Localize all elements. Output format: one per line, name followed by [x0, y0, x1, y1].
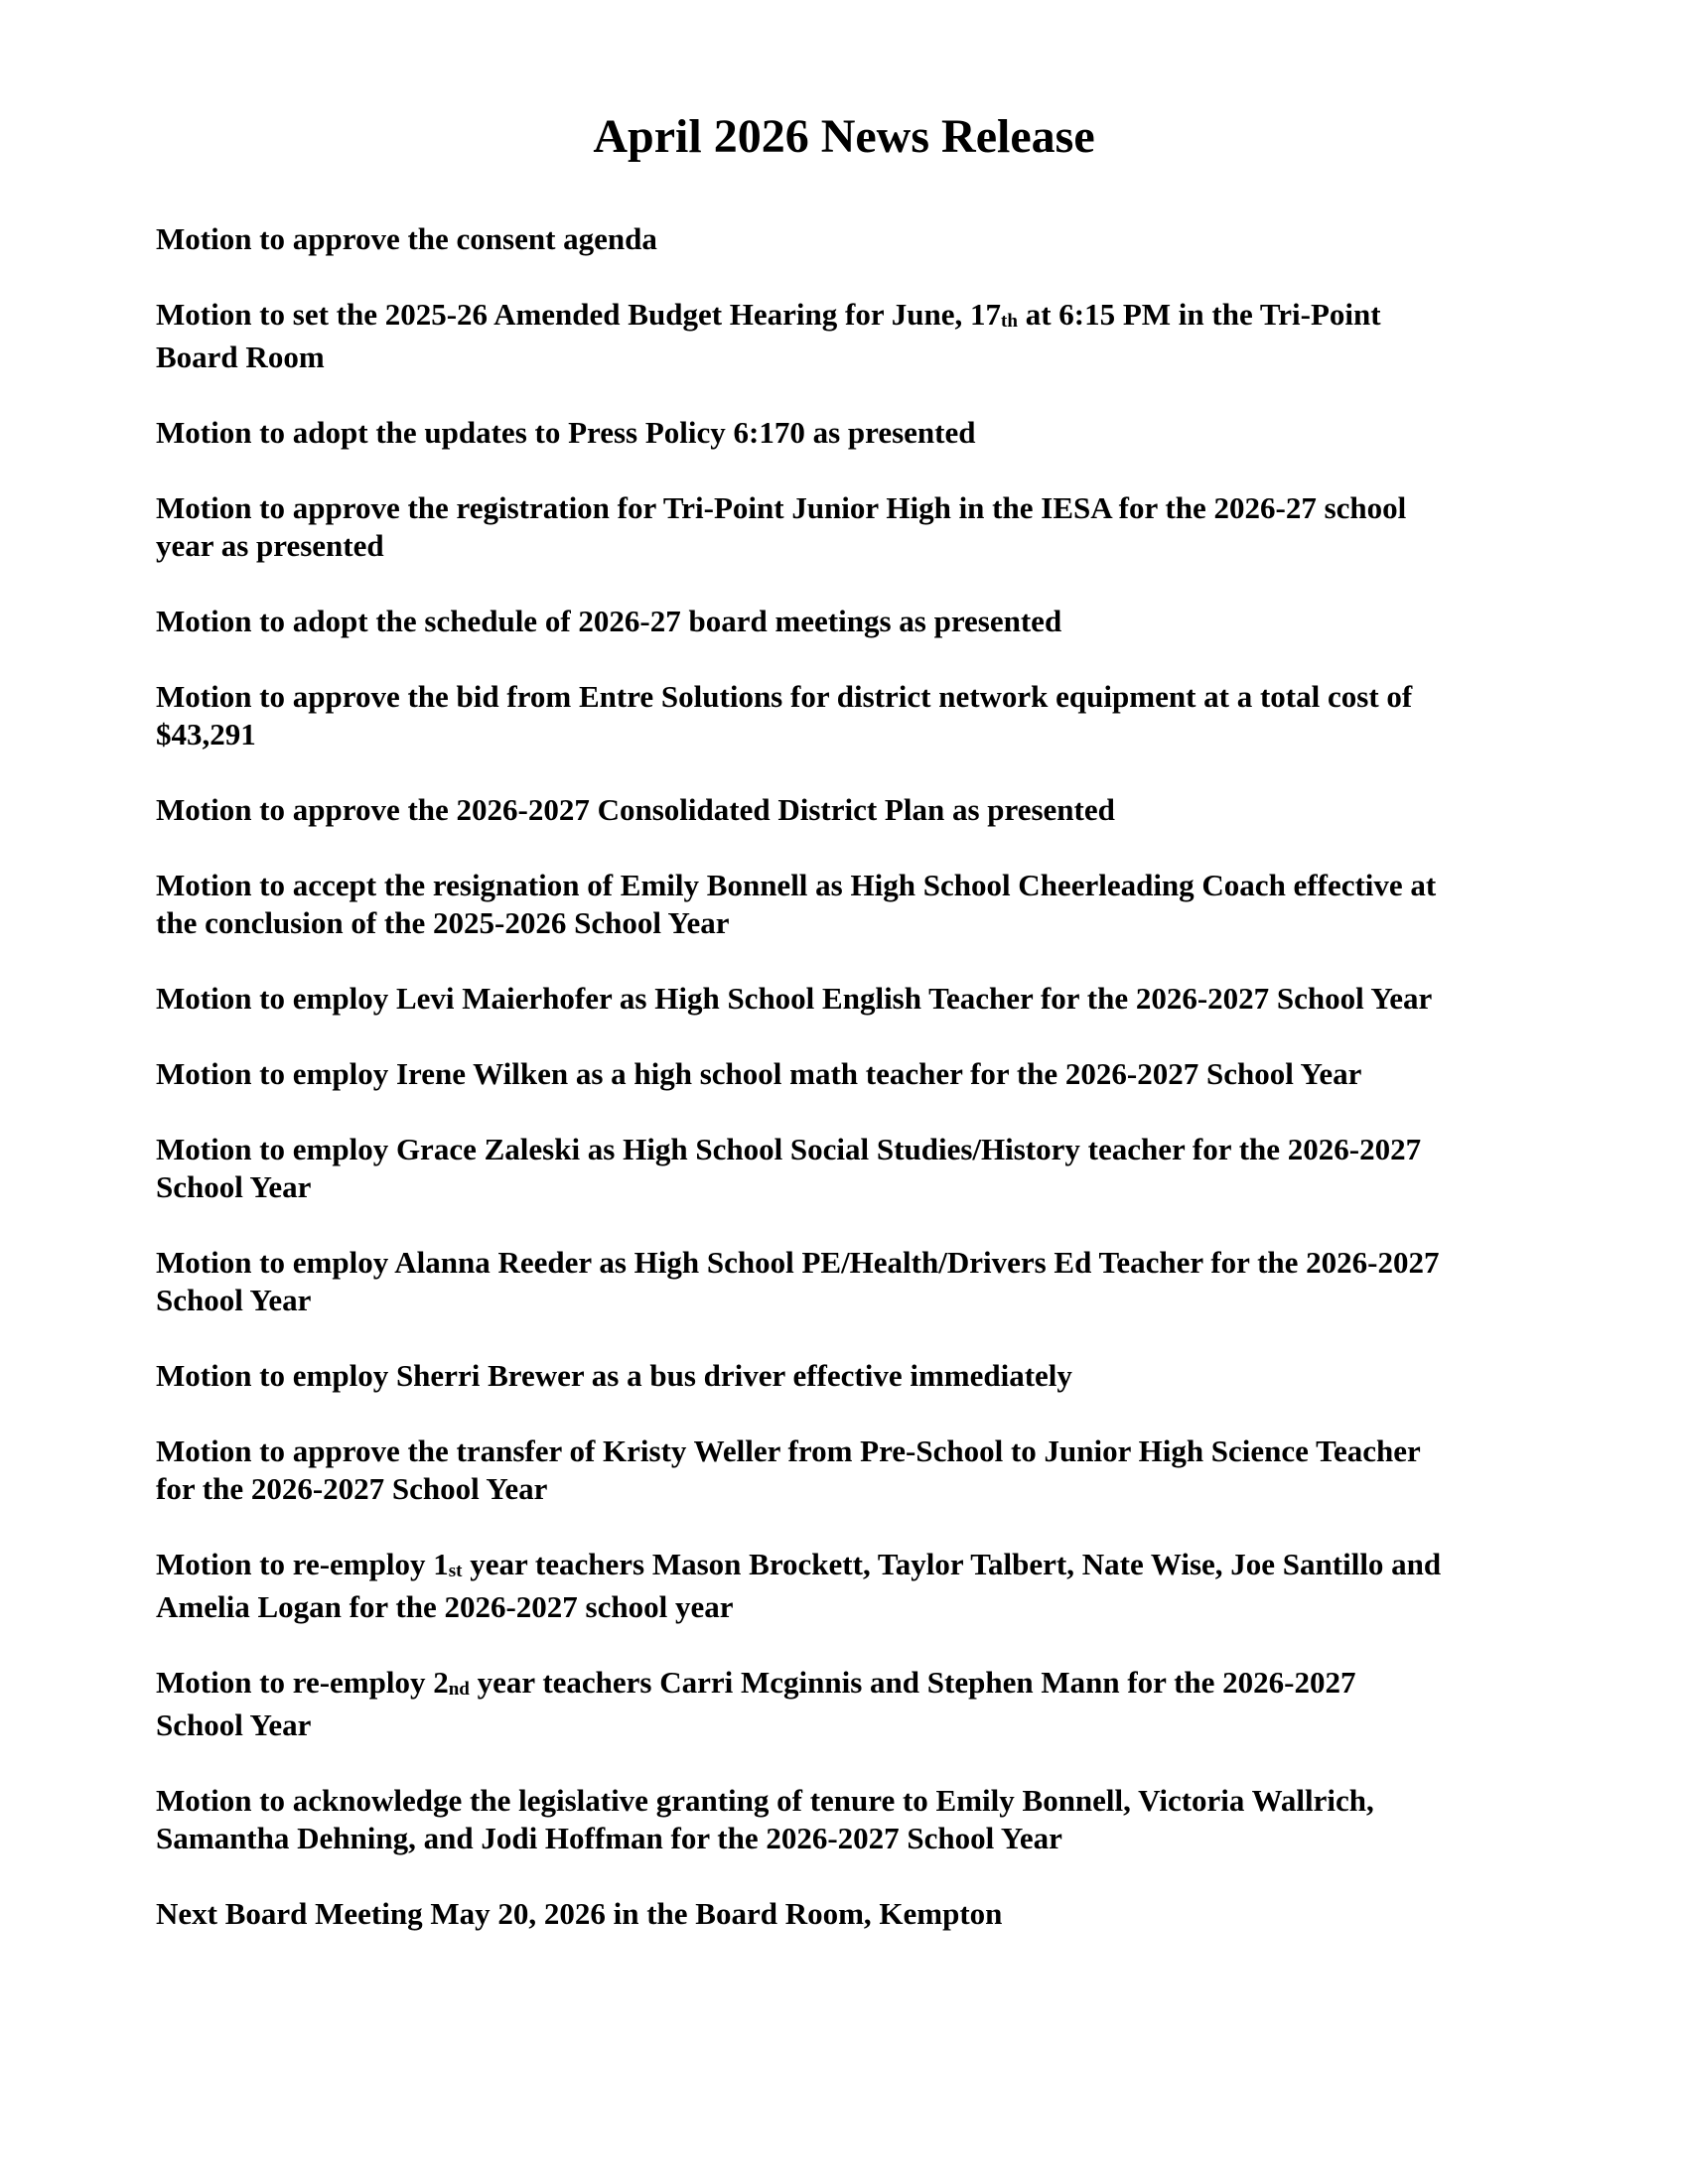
ordinal-suffix: th — [1001, 311, 1018, 332]
motion-text: Motion to employ Levi Maierhofer as High School English Teacher for the 2026-2027 School Year — [156, 981, 1433, 1016]
motion-item — [156, 220, 1447, 258]
motion-text: Motion to employ Sherri Brewer as a bus driver effective immediately — [156, 1358, 1072, 1393]
motion-item — [156, 603, 1447, 640]
motion-text: Motion to approve the bid from Entre Solutions for district network equipment at a total cost of $43,291 — [156, 679, 1413, 751]
motion-item — [156, 1433, 1447, 1508]
document-title: April 2026 News Release — [593, 110, 1095, 163]
ordinal-suffix: nd — [448, 1679, 470, 1700]
motion-item — [156, 1244, 1447, 1319]
motion-text: Motion to adopt the updates to Press Policy 6:170 as presented — [156, 415, 976, 450]
motion-item — [156, 1131, 1447, 1206]
motion-list — [156, 220, 1447, 1933]
motion-item — [156, 1357, 1447, 1395]
motion-text: Motion to approve the registration for Tri-Point Junior High in the IESA for the 2026-27 school year as presented — [156, 490, 1407, 563]
motion-text: Motion to acknowledge the legislative granting of tenure to Emily Bonnell, Victoria Wallrich, Samantha Dehning, and Jodi Hoffman for the 2026-2027 School Year — [156, 1783, 1374, 1855]
motion-item — [156, 296, 1447, 376]
motion-text: Motion to set the 2025-26 Amended Budget Hearing for June, 17 — [156, 297, 1002, 332]
motion-item — [156, 791, 1447, 829]
motion-item — [156, 1895, 1447, 1933]
motion-text: Motion to approve the transfer of Kristy Weller from Pre-School to Junior High Science Teacher for the 2026-2027 School Year — [156, 1433, 1421, 1506]
motion-item — [156, 1664, 1447, 1744]
motion-item — [156, 867, 1447, 942]
motion-item — [156, 980, 1447, 1018]
motion-item — [156, 414, 1447, 452]
motion-text: Motion to employ Irene Wilken as a high school math teacher for the 2026-2027 School Year — [156, 1056, 1362, 1091]
motion-text: Motion to re-employ 2 — [156, 1665, 449, 1700]
motion-item — [156, 1055, 1447, 1093]
motion-text: Motion to adopt the schedule of 2026-27 board meetings as presented — [156, 604, 1062, 638]
motion-item — [156, 678, 1447, 753]
motion-item — [156, 489, 1447, 565]
motion-text: Motion to employ Alanna Reeder as High School PE/Health/Drivers Ed Teacher for the 2026-2027 School Year — [156, 1245, 1440, 1317]
motion-text: Motion to approve the consent agenda — [156, 221, 657, 256]
motion-text: at 6:15 PM in the Tri-Point Board Room — [156, 297, 1381, 374]
motion-text: year teachers Mason Brockett, Taylor Talbert, Nate Wise, Joe Santillo and Amelia Logan for the 2026-2027 school year — [156, 1547, 1442, 1624]
motion-text: Motion to employ Grace Zaleski as High School Social Studies/History teacher for the 2026-2027 School Year — [156, 1132, 1422, 1204]
motion-text: Motion to accept the resignation of Emily Bonnell as High School Cheerleading Coach effective at the conclusion of the 2025-2026 School Year — [156, 868, 1437, 940]
motion-text: year teachers Carri Mcginnis and Stephen Mann for the 2026-2027 School Year — [156, 1665, 1356, 1742]
motion-text: Motion to re-employ 1 — [156, 1547, 449, 1581]
motion-item — [156, 1546, 1447, 1626]
ordinal-suffix: st — [448, 1561, 463, 1581]
motion-text: Motion to approve the 2026-2027 Consolidated District Plan as presented — [156, 792, 1115, 827]
motion-item — [156, 1782, 1447, 1857]
motion-text: Next Board Meeting May 20, 2026 in the Board Room, Kempton — [156, 1896, 1003, 1931]
